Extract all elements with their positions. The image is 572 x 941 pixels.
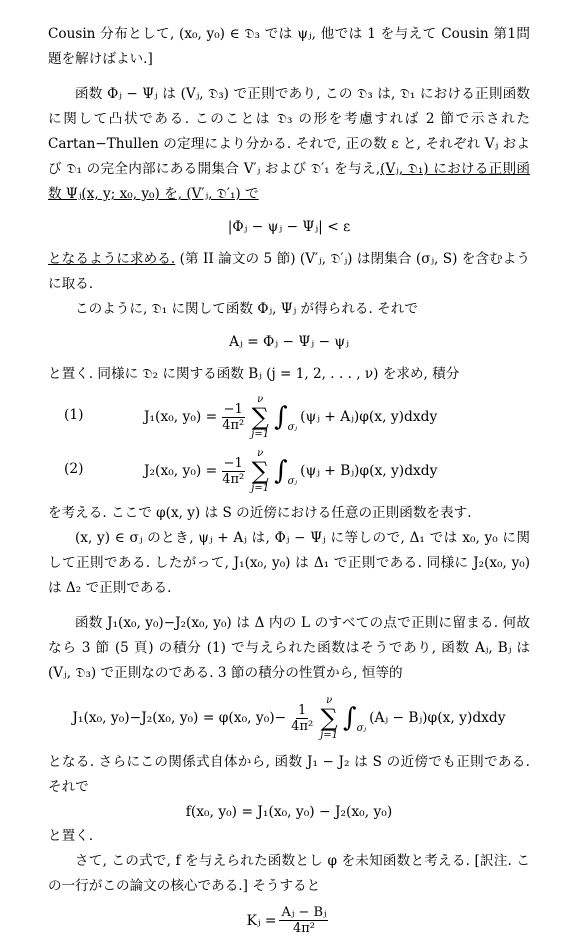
sum-lower: j=1 <box>251 429 270 440</box>
paragraph-1: Cousin 分布として, (x₀, y₀) ∈ 𝔇₃ では ψⱼ, 他では 1 を与えて Cousin 第1問題を解けばよい.] <box>48 26 530 67</box>
sum-lower: j=1 <box>251 483 270 494</box>
sum-symbol: ν ∑ j=1 <box>251 448 270 494</box>
fraction-denominator: 4π² <box>222 471 245 487</box>
paragraph-6: を考える. ここで φ(x, y) は S の近傍における任意の正則函数を表す. <box>48 505 472 521</box>
paragraph-5: と置く. 同様に 𝔇₂ に関する函数 Bⱼ (j = 1, 2, . . . , ν) を求め, 積分 <box>48 366 460 382</box>
sum-lower: j=1 <box>320 730 339 741</box>
sum-symbol: ν ∑ j=1 <box>251 394 270 440</box>
sum-upper: ν <box>257 448 264 459</box>
equation-1 <box>48 393 530 441</box>
sum-upper: ν <box>326 695 333 706</box>
equation-f: f(x₀, y₀) = J₁(x₀, y₀) − J₂(x₀, y₀) <box>185 804 393 820</box>
integral-domain: σⱼ <box>356 723 367 734</box>
equation-1-fraction <box>220 402 246 433</box>
equation-1-body <box>144 393 437 441</box>
integral-symbol: ∫ σⱼ <box>274 456 298 487</box>
fraction-numerator: −1 <box>223 455 243 471</box>
equation-2-lhs: J₂(x₀, y₀) = <box>144 463 218 479</box>
equation-K-fraction <box>279 905 328 936</box>
sum-upper: ν <box>257 394 264 405</box>
fraction-denominator: 4π² <box>222 417 245 433</box>
integral-domain: σⱼ <box>287 422 298 433</box>
equation-inequality: |Φⱼ − ψⱼ − Ψⱼ| < ε <box>227 219 351 235</box>
fraction-denominator: 4π² <box>291 718 314 734</box>
equation-2-body <box>144 447 437 495</box>
fraction-numerator: −1 <box>223 401 243 417</box>
equation-3-lhs: J₁(x₀, y₀)−J₂(x₀, y₀) = φ(x₀, y₀)− <box>72 710 287 726</box>
equation-K <box>48 905 530 936</box>
fraction-numerator: Aⱼ − Bⱼ <box>281 905 327 920</box>
equation-3 <box>48 694 530 742</box>
paragraph-3-underlined: となるように求める. <box>48 251 176 267</box>
equation-1-integrand: (ψⱼ + Aⱼ)φ(x, y)dxdy <box>300 409 438 425</box>
equation-3-fraction <box>289 703 315 734</box>
fraction-denominator: 4π² <box>292 921 315 936</box>
equation-2-fraction <box>220 456 246 487</box>
paragraph-3-text: (第 II 論文の 5 節) (V′ⱼ, 𝔇′ⱼ) は閉集合 (σⱼ, S) を含むように取る. <box>48 251 530 292</box>
paragraph-2 <box>48 82 530 207</box>
equation-2 <box>48 447 530 495</box>
sum-symbol: ν ∑ j=1 <box>320 695 339 741</box>
equation-1-lhs: J₁(x₀, y₀) = <box>144 409 218 425</box>
paragraph-8: 函数 J₁(x₀, y₀)−J₂(x₀, y₀) は Δ 内の L のすべての点で正則に留まる. 何故なら 3 節 (5 頁) の積分 (1) で与えられた函数はそうであり, 函数 Aⱼ, Bⱼ は (Vⱼ, 𝔇₃) で正則なのである. 3 節の積分の性質から, 恒等的 <box>48 615 530 681</box>
paragraph-10: と置く. <box>48 828 94 844</box>
paragraph-7: (x, y) ∈ σⱼ のとき, ψⱼ + Aⱼ は, Φⱼ − Ψⱼ に等しので, Δ₁ では x₀, y₀ に関して正則である. したがって, J₁(x₀, y₀) は Δ₁ で正則である. 同様に J₂(x₀, y₀) は Δ₂ で正則である. <box>48 530 530 596</box>
paragraph-11: さて, この式で, f を与えられた函数とし φ を未知函数と考える. [訳注. この一行がこの論文の核心である.] そうすると <box>48 853 530 894</box>
equation-K-lhs: Kⱼ = <box>246 912 277 929</box>
equation-A: Aⱼ = Φⱼ − Ψⱼ − ψⱼ <box>229 334 349 350</box>
integral-symbol: ∫ σⱼ <box>274 402 298 433</box>
paragraph-4: このように, 𝔇₁ に関して函数 Φⱼ, Ψⱼ が得られる. それで <box>75 301 418 317</box>
paragraph-9: となる. さらにこの関係式自体から, 函数 J₁ − J₂ は S の近傍でも正則である. それで <box>48 754 530 795</box>
paragraph-2-text: 函数 Φⱼ − Ψⱼ は (Vⱼ, 𝔇₃) で正則であり, この 𝔇₃ は, 𝔇₁ における正則函数に関して凸状である. このことは 𝔇₃ の形を考慮すれば 2 節で示された Cartan−Thullen の定理により分かる. それで, 正の数 ε と, それぞれ Vⱼ および 𝔇₁ の完全内部にある開集合 V′ⱼ および 𝔇′₁ を与え, <box>48 86 530 177</box>
fraction-numerator: 1 <box>298 702 307 718</box>
integral-domain: σⱼ <box>287 476 298 487</box>
paragraph-3 <box>48 247 530 297</box>
equation-3-integrand: (Aⱼ − Bⱼ)φ(x, y)dxdy <box>369 710 506 726</box>
equation-2-integrand: (ψⱼ + Bⱼ)φ(x, y)dxdy <box>300 463 438 479</box>
integral-symbol: ∫ σⱼ <box>343 703 367 734</box>
equation-2-number: (2) <box>64 461 84 477</box>
paragraph-2-underlined: (Vⱼ, 𝔇₁) における正則函数 Ψⱼ(x, y; x₀, y₀) を, (V′ⱼ, 𝔇′₁) で <box>48 161 530 202</box>
equation-1-number: (1) <box>64 407 84 423</box>
